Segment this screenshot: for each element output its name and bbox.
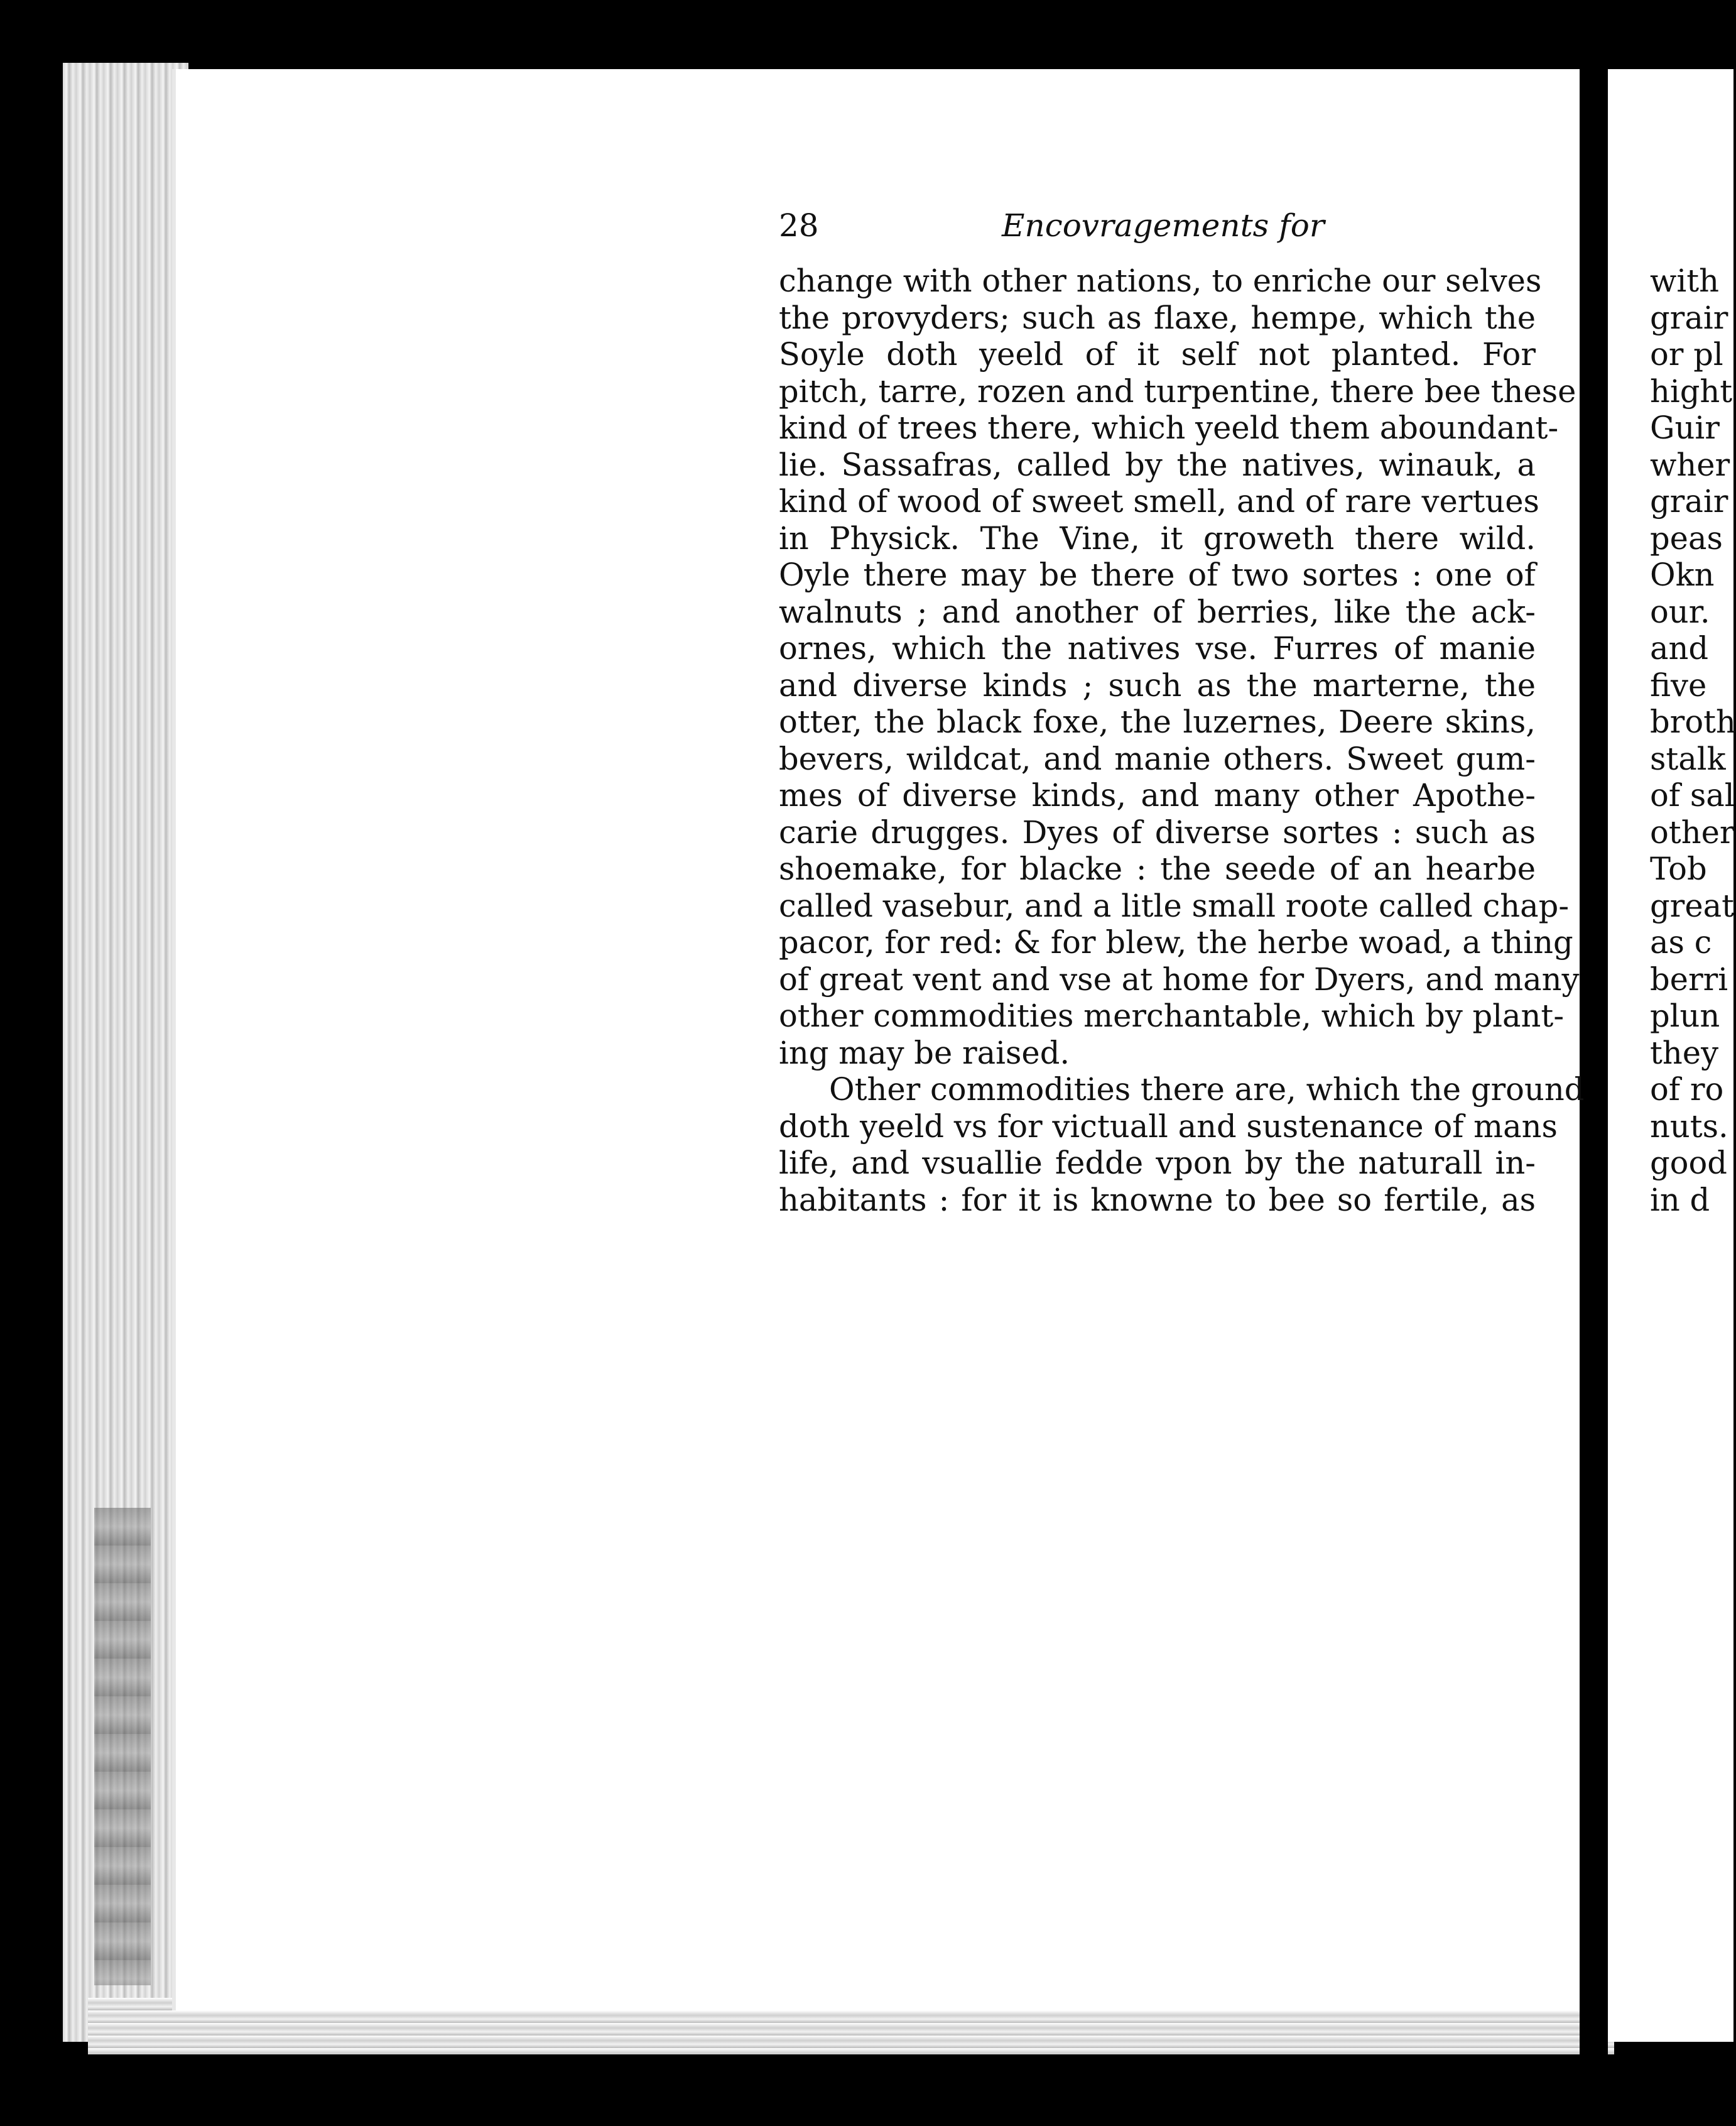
text-line: ing may be raised. (779, 1034, 1070, 1071)
text-line: doth yeeld vs for victuall and sustenance of mans (779, 1108, 1558, 1145)
text-line: kind of wood of sweet smell, and of rare vertues (779, 483, 1539, 520)
facing-line: they (1650, 1034, 1719, 1071)
facing-line: wher (1650, 446, 1730, 483)
text-line: of great vent and vse at home for Dyers, and many (779, 961, 1580, 998)
facing-line: Tob (1650, 851, 1707, 887)
body-text (779, 263, 1585, 1218)
text-line: otter, the black foxe, the luzernes, Deere skins, (779, 704, 1536, 740)
text-line: Soyle doth yeeld of it self not planted. For (779, 336, 1536, 373)
facing-line: of ro (1650, 1071, 1724, 1108)
facing-line: Okn (1650, 557, 1715, 593)
book-gutter (1580, 50, 1608, 2061)
facing-line: grair (1650, 483, 1728, 520)
text-line: life, and vsuallie fedde vpon by the naturall in- (779, 1145, 1536, 1181)
facing-line: hight (1650, 373, 1733, 410)
text-line: habitants : for it is knowne to bee so fertile, as (779, 1181, 1536, 1218)
facing-line: berri (1650, 961, 1728, 998)
facing-line: peas (1650, 520, 1723, 557)
facing-line: grair (1650, 299, 1728, 336)
text-line: lie. Sassafras, called by the natives, winauk, a (779, 446, 1536, 483)
facing-page-text (1650, 263, 1736, 1218)
text-line: change with other nations, to enriche our selves (779, 263, 1542, 299)
text-line: carie drugges. Dyes of diverse sortes : such as (779, 814, 1536, 851)
text-line: the provyders; such as flaxe, hempe, which the (779, 299, 1536, 336)
facing-line: five (1650, 667, 1707, 704)
facing-line: great (1650, 887, 1735, 924)
text-line: in Physick. The Vine, it groweth there wild. (779, 520, 1536, 557)
text-line: and diverse kinds ; such as the marterne, the (779, 667, 1536, 704)
facing-line: in d (1650, 1181, 1710, 1218)
text-line: Oyle there may be there of two sortes : one of (779, 557, 1536, 593)
text-line: mes of diverse kinds, and many other Apothe- (779, 777, 1536, 814)
facing-line: good (1650, 1145, 1727, 1181)
text-line: pitch, tarre, rozen and turpentine, there bee these (779, 373, 1576, 410)
text-line: bevers, wildcat, and manie others. Sweet gum- (779, 740, 1536, 777)
text-line: kind of trees there, which yeeld them aboundant- (779, 410, 1559, 446)
text-line: walnuts ; and another of berries, like the ack- (779, 593, 1536, 630)
text-line: other commodities merchantable, which by plant- (779, 998, 1565, 1034)
facing-line: plun (1650, 998, 1720, 1034)
facing-line: as c (1650, 924, 1712, 961)
facing-line: other (1650, 814, 1735, 851)
facing-line: with (1650, 263, 1719, 299)
facing-line: and (1650, 630, 1709, 667)
text-line: Other commodities there are, which the ground (829, 1071, 1585, 1108)
text-line: pacor, for red: & for blew, the herbe woad, a thing (779, 924, 1573, 961)
text-line: called vasebur, and a litle small roote called chap- (779, 887, 1570, 924)
facing-line: of sal (1650, 777, 1735, 814)
facing-line: stalk (1650, 740, 1726, 777)
text-line: shoemake, for blacke : the seede of an hearbe (779, 851, 1536, 887)
text-line: ornes, which the natives vse. Furres of manie (779, 630, 1536, 667)
facing-line: nuts. (1650, 1108, 1728, 1145)
facing-line: broth (1650, 704, 1736, 740)
running-head (779, 207, 1533, 258)
facing-line: our. (1650, 593, 1710, 630)
facing-line: or pl (1650, 336, 1723, 373)
page-edge-shadow (94, 1508, 151, 1985)
running-title: Encovragements for (1002, 207, 1325, 244)
facing-line: Guir (1650, 410, 1720, 446)
page-number: 28 (779, 207, 819, 244)
